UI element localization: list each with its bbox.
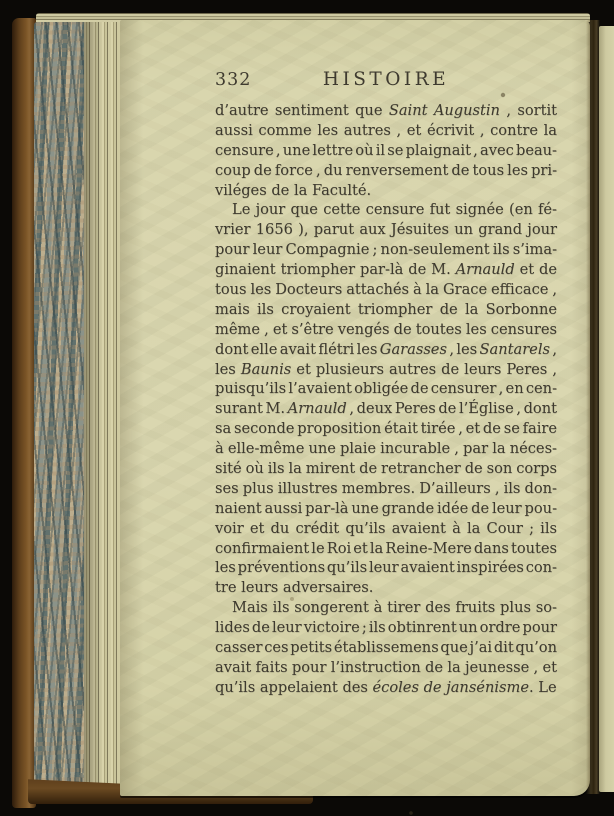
text-segment: pour leur Compagnie ; non-seulement ils s’ima- xyxy=(215,241,557,259)
book-spine-edge xyxy=(12,18,36,808)
text-line xyxy=(215,260,557,280)
page-header-row xyxy=(120,20,590,90)
text-segment: même , et s’être vengés de toutes les censures xyxy=(215,320,557,338)
next-page-sliver xyxy=(599,26,614,792)
text-line xyxy=(215,181,557,201)
text-segment: et de xyxy=(514,261,557,279)
text-line xyxy=(215,121,557,141)
text-segment: tre leurs adversaires. xyxy=(215,579,374,597)
text-line xyxy=(215,379,557,399)
text-line xyxy=(215,638,557,658)
text-line xyxy=(215,459,557,479)
text-line xyxy=(215,200,557,220)
text-segment: ses plus illustres membres. D’ailleurs , ils don- xyxy=(215,479,557,497)
page-edge-striations xyxy=(84,20,124,796)
text-line xyxy=(215,101,557,121)
book-page xyxy=(120,20,590,796)
marbled-page-edges xyxy=(34,22,86,792)
text-segment: sa seconde proposition était tirée , et de se faire xyxy=(215,420,557,438)
text-segment: surant M. xyxy=(215,400,288,418)
text-line xyxy=(215,678,557,698)
text-segment: confirmaient le Roi et la Reine-Mere dans toutes xyxy=(215,539,557,557)
text-segment: , sortit xyxy=(499,102,557,119)
text-segment: , les xyxy=(446,340,480,358)
text-segment: avait faits pour l’instruction de la jeunesse , et xyxy=(215,658,557,676)
text-segment: les préventions qu’ils leur avaient inspirées con- xyxy=(215,559,557,577)
text-segment: vrier 1656 ), parut aux Jésuites un grand jour xyxy=(215,221,557,239)
text-line xyxy=(215,479,557,499)
text-line xyxy=(215,320,557,340)
text-segment: qu’ils appelaient des xyxy=(215,678,373,696)
text-segment: voir et du crédit qu’ils avaient à la Cour ; ils xyxy=(215,519,557,537)
text-line xyxy=(215,578,557,598)
text-segment: mais ils croyaient triompher de la Sorbonne xyxy=(215,300,557,318)
text-block xyxy=(215,101,557,698)
text-segment: ginaient triompher par-là de M. xyxy=(215,261,456,279)
text-line xyxy=(215,618,557,638)
paper-specks xyxy=(270,100,272,102)
running-header: HISTOIRE xyxy=(322,69,450,90)
text-segment: Mais ils songerent à tirer des fruits plus so- xyxy=(232,599,557,617)
text-segment: dont elle avait flétri les xyxy=(215,340,380,358)
text-segment: , xyxy=(549,340,558,358)
text-segment: Le jour que cette censure fut signée (en fé- xyxy=(232,201,557,219)
text-line xyxy=(215,499,557,519)
text-segment: naient aussi par-là une grande idée de leur pou- xyxy=(215,499,557,517)
italic-text-segment: Santarels xyxy=(479,340,550,358)
italic-text-segment: Arnauld xyxy=(287,400,347,418)
italic-text-segment: Arnauld xyxy=(455,261,515,279)
text-line xyxy=(215,300,557,320)
text-line xyxy=(215,340,557,360)
gutter-shadow xyxy=(586,20,600,794)
text-segment: et plusieurs autres de leurs Peres , xyxy=(291,360,557,378)
page-number: 332 xyxy=(215,70,252,90)
text-segment: . Le xyxy=(528,678,557,696)
text-segment: censure , une lettre où il se plaignait , avec beau- xyxy=(215,141,557,159)
text-line xyxy=(215,220,557,240)
italic-text-segment: Saint Augustin xyxy=(388,102,500,119)
text-line xyxy=(215,240,557,260)
text-line xyxy=(215,280,557,300)
text-segment: sité où ils la mirent de retrancher de son corps xyxy=(215,460,557,478)
text-segment: d’autre sentiment que xyxy=(215,102,389,119)
text-line xyxy=(215,161,557,181)
text-line xyxy=(215,539,557,559)
text-segment: aussi comme les autres , et écrivit , contre la xyxy=(215,121,557,139)
text-line xyxy=(215,360,557,380)
text-line xyxy=(215,419,557,439)
text-segment: viléges de la Faculté. xyxy=(215,181,372,199)
text-segment: coup de force , du renversement de tous les pri- xyxy=(215,161,557,179)
text-line xyxy=(215,598,557,618)
italic-text-segment: écoles de jansénisme xyxy=(372,678,529,696)
text-segment: lides de leur victoire ; ils obtinrent un ordre pour xyxy=(215,619,557,637)
text-line xyxy=(215,519,557,539)
text-line xyxy=(215,399,557,419)
text-line xyxy=(215,558,557,578)
text-segment: tous les Docteurs attachés à la Grace efficace , xyxy=(215,281,557,299)
text-segment: les xyxy=(215,360,241,378)
text-line xyxy=(215,439,557,459)
text-segment: à elle-même une plaie incurable , par la néces- xyxy=(215,440,557,458)
text-segment: puisqu’ils l’avaient obligée de censurer , en cen- xyxy=(215,380,557,398)
text-line xyxy=(215,141,557,161)
text-line xyxy=(215,658,557,678)
italic-text-segment: Baunis xyxy=(240,360,292,378)
text-segment: casser ces petits établissemens que j’ai dit qu’on xyxy=(215,639,557,657)
italic-text-segment: Garasses xyxy=(379,340,447,358)
text-segment: , deux Peres de l’Église , dont xyxy=(346,400,557,418)
